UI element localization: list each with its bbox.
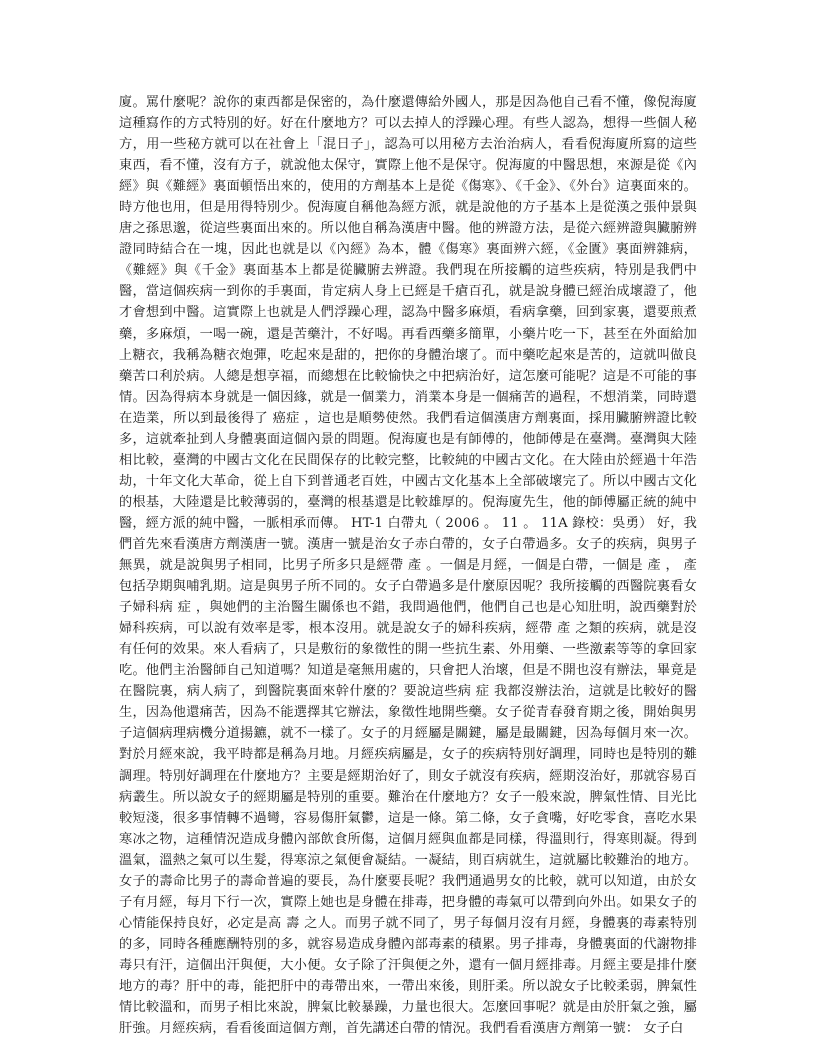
body-text: 廈。罵什麼呢？說你的東西都是保密的，為什麼還傳給外國人，那是因為他自己看不懂，像倪海廈這種寫作的方式特別的好。好在什麼地方？可以去掉人的浮躁心理。有些人認為，想得一些個人秘方，用一些秘方就可以在社會上「混日子」，認為可以用秘方去治治病人，看看倪海廈所寫的這些東西，看不懂，沒有方子，就說他太保守，實際上他不是保守。倪海廈的中醫思想，來源是從《內經》與《難經》裏面頓悟出來的，使用的方劑基本上是從《傷寒》、《千金》、《外台》這裏面來的。時方他也用，但是用得特別少。倪海廈自稱他為經方派，就是說他的方子基本上是從漢之張仲景與唐之孫思邈，從這些裏面出來的。所以他自稱為漢唐中醫。他的辨證方法，是從六經辨證與臟腑辨證同時結合在一塊，因此也就是以《內經》為本，體《傷寒》裏面辨六經，《金匱》裏面辨雜病，《難經》與《千金》裏面基本上都是從臟腑去辨證。我們現在所接觸的這些疾病，特別是我們中醫，當這個疾病一到你的手裏面，肯定病人身上已經是千瘡百孔，就是說身體已經治成壞證了，他才會想到中醫。這實際上也就是人們浮躁心理，認為中醫多麻煩，看病拿藥，回到家裏，還要煎煮藥，多麻煩，一喝一碗，還是苦藥汁，不好喝。再看西藥多簡單，小藥片吃一下，甚至在外面給加上糖衣，我稱為糖衣炮彈，吃起來是甜的，把你的身體治壞了。而中藥吃起來是苦的，這就叫做良藥苦口利於病。人總是想享福，而總想在比較愉快之中把病治好，這怎麼可能呢？這是不可能的事情。因為得病本身就是一個因緣，就是一個業力，消業本身是一個痛苦的過程，不想消業，同時還在造業，所以到最後得了 癌症 ，這也是順勢使然。我們看這個漢唐方劑裏面，採用臟腑辨證比較多，這就牽扯到人身體裏面這個內景的問題。倪海廈也是有師傅的，他師傅是在臺灣。臺灣與大陸相比較，臺灣的中國古文化在民間保存的比較完整，比較純的中國古文化。在大陸由於經過十年浩劫，十年文化大革命，從上自下到普通老百姓，中國古文化基本上全部破壞完了。所以中國古文化的根基，大陸還是比較薄弱的，臺灣的根基還是比較雄厚的。倪海廈先生，他的師傅屬正統的純中醫，經方派的純中醫，一脈相承而傳。 HT-1 白帶丸（ 2006 。 11 。 11A 錄校：吳勇） 好，我們首先來看漢唐方劑漢唐一號。漢唐一號是治女子赤白帶的，女子白帶過多。女子的疾病，與男子無異，就是說與男子相同，比男子所多只是經帶 產 。一個是月經，一個是白帶，一個是 產 ， 產 包括孕期與哺乳期。這是與男子所不同的。女子白帶過多是什麼原因呢？我所接觸的西醫院裏看女子婦科病 症 ，與她們的主治醫生關係也不錯，我問過他們，他們自己也是心知肚明，說西藥對於婦科疾病，可以說有效率是零，根本沒用。就是說女子的婦科疾病，經帶 產 之類的疾病，就是沒有任何的效果。來人看病了，只是敷衍的象徵性的開一些抗生素、外用藥、一些激素等等的拿回家吃。他們主治醫師自己知道嗎？知道是毫無用處的，只會把人治壞，但是不開也沒有辦法，畢竟是在醫院裏，病人病了，到醫院裏面來幹什麼的？要說這些病 症 我都沒辦法治，這就是比較好的醫生，因為他還痛苦，因為不能選擇其它辦法，象徵性地開些藥。女子從青春發育期之後，開始與男子這個病理病機分道揚鑣，就不一樣了。女子的月經屬是關鍵，屬是最關鍵，因為每個月來一次。對於月經來說，我平時都是稱為月地。月經疾病屬是，女子的疾病特別好調理，同時也是特別的難調理。特別好調理在什麼地方？主要是經期治好了，則女子就沒有疾病，經期沒治好，那就容易百病叢生。所以說女子的經期屬是特別的重要。難治在什麼地方？女子一般來說，脾氣性情、目光比較短淺，很多事情轉不過彎，容易傷肝氣鬱，這是一條。第二條，女子貪嘴，好吃零食，喜吃水果寒冰之物，這種情況造成身體內部飲食所傷，這個月經與血都是同樣，得溫則行，得寒則凝。得到溫氣，溫熱之氣可以生髮，得寒涼之氣便會凝結。一凝結，則百病就生，這就屬比較難治的地方。女子的壽命比男子的壽命普遍的要長，為什麼要長呢？我們通過男女的比較，就可以知道，由於女子有月經，每月下行一次，實際上她也是身體在排毒，把身體的毒氣可以帶到向外出。如果女子的心情能保持良好，必定是高 壽 之人。而男子就不同了，男子每個月沒有月經，身體裏的毒素特別的多，同時各種應酬特別的多，就容易造成身體內部毒素的積累。男子排毒，身體裏面的代謝物排毒只有汗，這個出汗與便，大小便。女子除了汗與便之外，還有一個月經排毒。月經主要是排什麼地方的毒？肝中的毒，能把肝中的毒帶出來，一帶出來後，則肝柔。所以說女子比較柔弱，脾氣性情比較溫和，而男子相比來說，脾氣比較暴躁，力量也很大。怎麼回事呢？就是由於肝氣之強，屬肝強。月經疾病，看看後面這個方劑，首先講述白帶的情況。我們看看漢唐方劑第一號： 女子白 bbox=[119, 95, 697, 1037]
